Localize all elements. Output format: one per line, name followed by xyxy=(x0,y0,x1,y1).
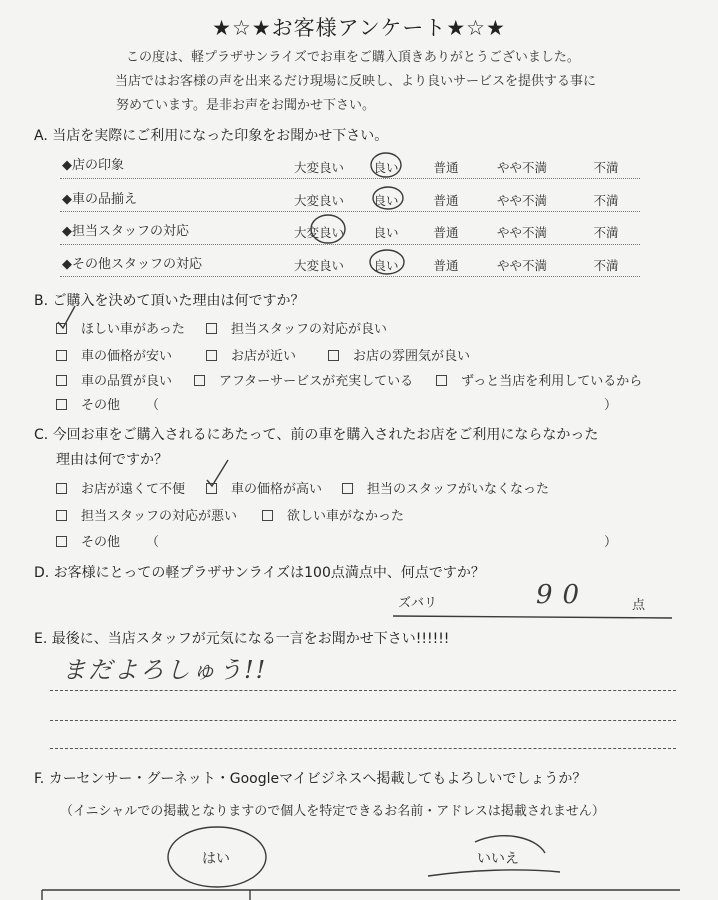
reason-label: 車の価格が安い xyxy=(81,349,173,364)
publication-note: （イニシャルでの掲載となりますので個人を特定できるお名前・アドレスは掲載されません） xyxy=(60,804,605,819)
paren-close: ） xyxy=(604,398,618,413)
checkbox[interactable] xyxy=(342,483,353,494)
rating-option[interactable]: やや不満 xyxy=(496,193,547,208)
answer-line xyxy=(50,690,676,691)
row-divider xyxy=(60,244,640,245)
yes-option[interactable]: はい xyxy=(202,851,230,867)
reason-quality[interactable] xyxy=(56,370,172,389)
page-title: ★☆★お客様アンケート★☆★ xyxy=(212,16,506,40)
handwritten-answer[interactable]: まだよろしゅう!! xyxy=(62,656,268,684)
rating-row-label: ◆車の品揃え xyxy=(62,192,137,207)
reason-c-expensive[interactable] xyxy=(206,478,322,497)
checkbox[interactable] xyxy=(56,375,67,386)
reason-c-staff-left[interactable] xyxy=(342,478,549,497)
reason-atmosphere[interactable] xyxy=(328,345,470,364)
reason-near[interactable] xyxy=(206,345,296,364)
question-b: B. ご購入を決めて頂いた理由は何ですか？ xyxy=(34,293,305,309)
reason-label: 担当スタッフの対応が悪い xyxy=(81,509,238,524)
paren-open: （ xyxy=(146,535,160,550)
rating-option[interactable]: 大変良い xyxy=(293,193,344,208)
rating-option[interactable]: 不満 xyxy=(593,193,619,208)
checkbox[interactable] xyxy=(328,350,339,361)
reason-label: お店が近い xyxy=(231,349,297,364)
rating-option[interactable]: 普通 xyxy=(433,160,459,175)
rating-option[interactable]: 良い xyxy=(373,160,399,175)
reason-loyal[interactable] xyxy=(436,370,642,389)
checkbox[interactable] xyxy=(56,350,67,361)
reason-label: ほしい車があった xyxy=(81,322,185,337)
rating-row-label: ◆担当スタッフの対応 xyxy=(62,224,189,239)
intro-line: この度は、軽プラザサンライズでお車をご購入頂きありがとうございました。 xyxy=(126,50,580,65)
answer-line xyxy=(50,748,676,749)
score-line xyxy=(393,616,672,618)
reason-label: ずっと当店を利用しているから xyxy=(461,374,643,389)
rating-option[interactable]: 大変良い xyxy=(293,160,344,175)
question-d: D. お客様にとっての軽プラザサンライズは100点満点中、何点ですか？ xyxy=(34,565,485,581)
reason-label: アフターサービスが充実している xyxy=(219,374,414,389)
no-option[interactable]: いいえ xyxy=(477,851,519,867)
question-e: E. 最後に、当店スタッフが元気になる一言をお聞かせ下さい!!!!!! xyxy=(34,631,450,647)
reason-label: お店の雰囲気が良い xyxy=(353,349,471,364)
row-divider xyxy=(60,276,640,277)
paren-close: ） xyxy=(604,535,618,550)
row-divider xyxy=(60,211,640,212)
reason-ほしい車[interactable] xyxy=(56,318,185,337)
rating-option[interactable]: 大変良い xyxy=(293,225,344,240)
score-prefix: ズバリ xyxy=(398,596,438,611)
intro-line: 努めています。是非お声をお聞かせ下さい。 xyxy=(116,98,375,113)
reason-label: 担当スタッフの対応が良い xyxy=(231,322,388,337)
no-scribble xyxy=(428,870,560,876)
rating-option[interactable]: 良い xyxy=(373,258,399,273)
rating-option[interactable]: 大変良い xyxy=(293,258,344,273)
question-f: F. カーセンサー・グーネット・Googleマイビジネスへ掲載してもよろしいでしょうか？ xyxy=(34,771,587,787)
reason-label: 担当のスタッフがいなくなった xyxy=(367,482,550,497)
checkbox[interactable] xyxy=(206,323,217,334)
reason-c-bad-staff[interactable] xyxy=(56,505,237,524)
checkbox[interactable] xyxy=(436,375,447,386)
rating-row-label: ◆店の印象 xyxy=(62,158,124,173)
question-c-line2: 理由は何ですか？ xyxy=(56,452,168,468)
intro-line: 当店ではお客様の声を出来るだけ現場に反映し、より良いサービスを提供する事に xyxy=(115,74,597,89)
rating-option[interactable]: 普通 xyxy=(433,193,459,208)
rating-option[interactable]: やや不満 xyxy=(496,225,547,240)
rating-option[interactable]: 普通 xyxy=(433,258,459,273)
question-a: A. 当店を実際にご利用になった印象をお聞かせ下さい。 xyxy=(34,128,389,144)
rating-option[interactable]: やや不満 xyxy=(496,160,547,175)
reason-label: 欲しい車がなかった xyxy=(287,509,405,524)
reason-c-other[interactable] xyxy=(56,531,120,550)
rating-option[interactable]: 普通 xyxy=(433,225,459,240)
reason-c-no-car[interactable] xyxy=(262,505,404,524)
checkbox[interactable] xyxy=(56,510,67,521)
reason-label: お店が遠くて不便 xyxy=(81,482,186,497)
checkbox[interactable] xyxy=(56,399,67,410)
rating-option[interactable]: 不満 xyxy=(593,160,619,175)
checkbox[interactable] xyxy=(194,375,205,386)
rating-option[interactable]: 良い xyxy=(373,193,399,208)
score-value[interactable]: 90 xyxy=(536,580,590,610)
checkbox[interactable] xyxy=(56,323,67,334)
reason-label: 車の価格が高い xyxy=(231,482,323,497)
score-unit: 点 xyxy=(632,598,646,613)
reason-staff[interactable] xyxy=(206,318,387,337)
reason-label: その他 xyxy=(81,535,121,550)
checkbox[interactable] xyxy=(206,483,217,494)
checkbox[interactable] xyxy=(56,483,67,494)
rating-option[interactable]: 良い xyxy=(373,225,399,240)
question-c: C. 今回お車をご購入されるにあたって、前の車を購入されたお店をご利用にならなかった xyxy=(34,427,599,443)
checkbox[interactable] xyxy=(262,510,273,521)
answer-line xyxy=(50,720,676,721)
row-divider xyxy=(60,178,640,179)
reason-label: 車の品質が良い xyxy=(81,374,173,389)
rating-option[interactable]: やや不満 xyxy=(496,258,547,273)
paren-open: （ xyxy=(146,398,160,413)
reason-c-far[interactable] xyxy=(56,478,185,497)
checkbox[interactable] xyxy=(56,536,67,547)
reason-aftercare[interactable] xyxy=(194,370,413,389)
rating-option[interactable]: 不満 xyxy=(593,225,619,240)
reason-label: その他 xyxy=(81,398,121,413)
reason-price[interactable] xyxy=(56,345,172,364)
rating-option[interactable]: 不満 xyxy=(593,258,619,273)
rating-row-label: ◆その他スタッフの対応 xyxy=(62,257,202,272)
checkbox[interactable] xyxy=(206,350,217,361)
reason-other[interactable] xyxy=(56,394,120,413)
